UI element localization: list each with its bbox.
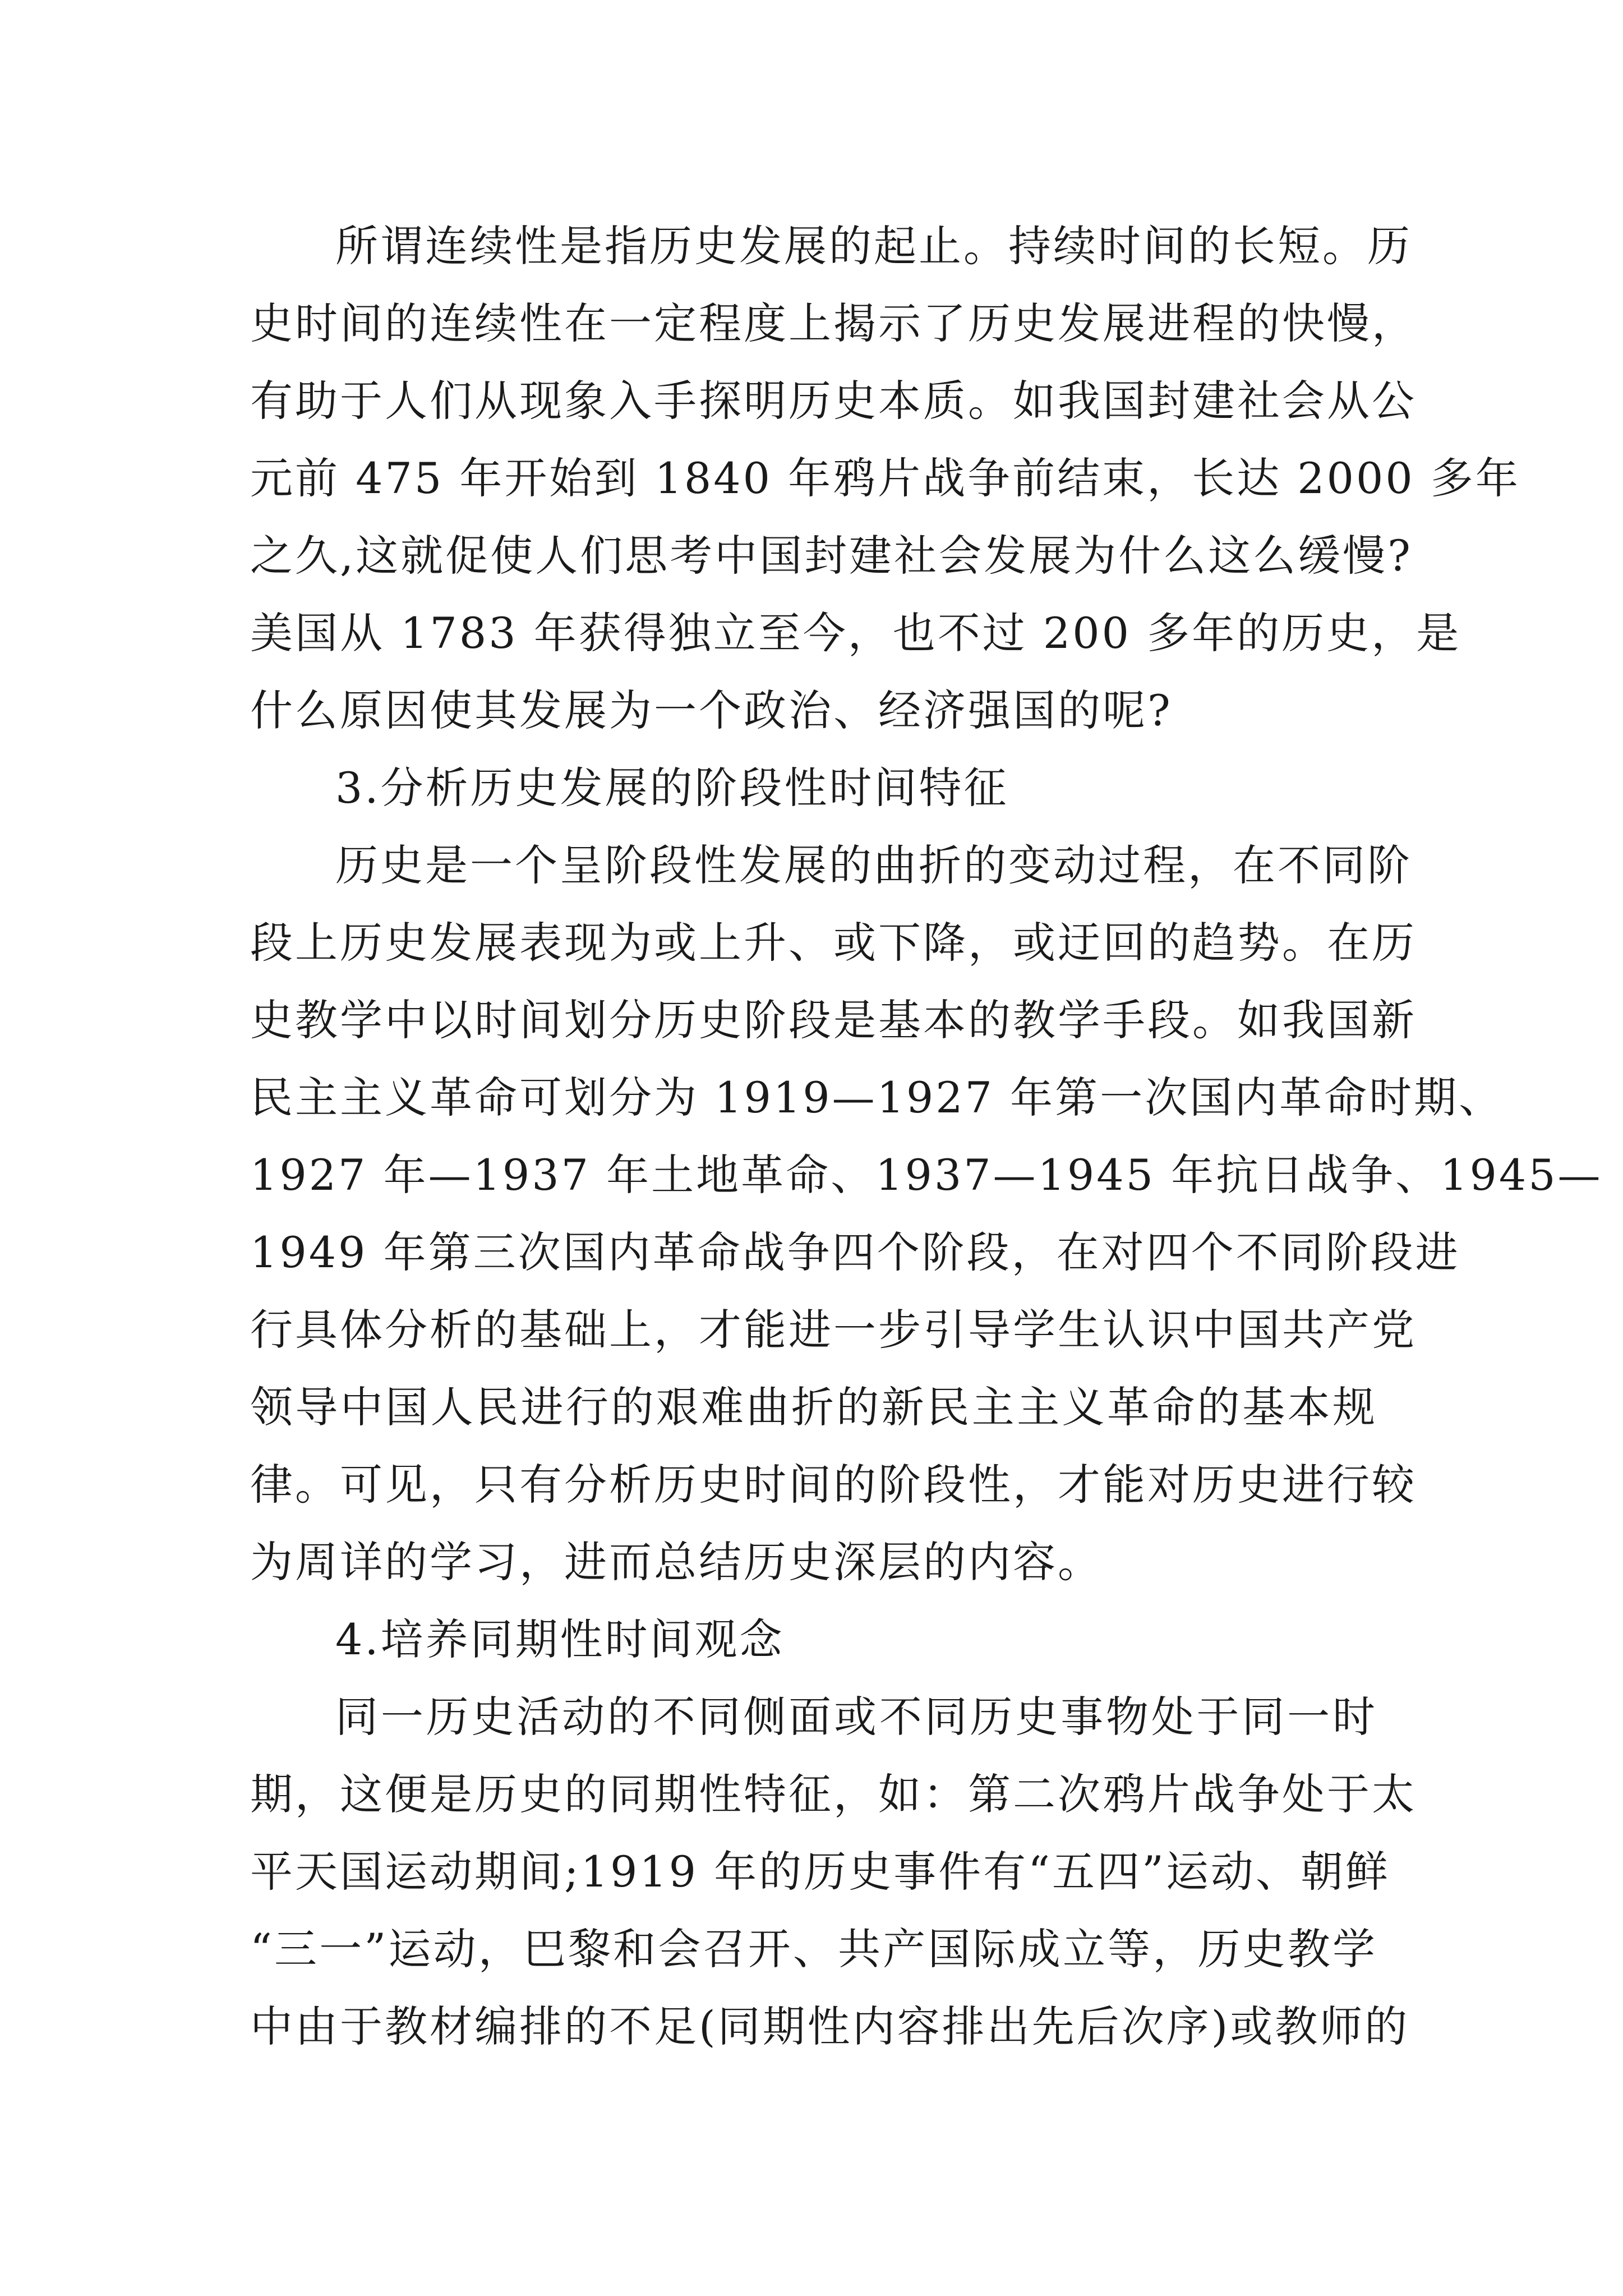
text-line: 中由于教材编排的不足(同期性内容排出先后次序)或教师的	[250, 2001, 1410, 2051]
text-line: 行具体分析的基础上，才能进一步引导学生认识中国共产党	[250, 1305, 1417, 1355]
text-line: 美国从 1783 年获得独立至今，也不过 200 多年的历史，是	[250, 608, 1461, 658]
text-line: 4.培养同期性时间观念	[335, 1614, 785, 1664]
text-line: 有助于人们从现象入手探明历史本质。如我国封建社会从公	[250, 376, 1417, 426]
text-line: 民主主义革命可划分为 1919—1927 年第一次国内革命时期、	[250, 1073, 1504, 1122]
text-line: “三一”运动，巴黎和会召开、共产国际成立等，历史教学	[250, 1924, 1377, 1974]
text-line: 期，这便是历史的同期性特征，如：第二次鸦片战争处于太	[250, 1769, 1417, 1819]
paragraph-stages	[250, 827, 1603, 1601]
text-line: 什么原因使其发展为一个政治、经济强国的呢?	[250, 685, 1173, 735]
paragraph-continuity	[250, 208, 1520, 749]
text-line: 平天国运动期间;1919 年的历史事件有“五四”运动、朝鲜	[250, 1847, 1390, 1897]
text-line: 段上历史发展表现为或上升、或下降，或迂回的趋势。在历	[250, 918, 1417, 968]
text-line: 1927 年—1937 年土地革命、1937—1945 年抗日战争、1945—	[250, 1150, 1603, 1200]
text-line: 3.分析历史发展的阶段性时间特征	[335, 763, 1009, 813]
text-line: 史教学中以时间划分历史阶段是基本的教学手段。如我国新	[250, 995, 1417, 1045]
text-line: 领导中国人民进行的艰难曲折的新民主主义革命的基本规	[250, 1382, 1377, 1432]
text-line: 律。可见，只有分析历史时间的阶段性，才能对历史进行较	[250, 1460, 1417, 1510]
text-line: 1949 年第三次国内革命战争四个阶段，在对四个不同阶段进	[250, 1227, 1460, 1277]
text-line: 元前 475 年开始到 1840 年鸦片战争前结束，长达 2000 多年	[250, 453, 1520, 503]
paragraph-simultaneity	[250, 1678, 1417, 2065]
text-line: 所谓连续性是指历史发展的起止。持续时间的长短。历	[335, 221, 1412, 271]
text-line: 之久,这就促使人们思考中国封建社会发展为什么这么缓慢?	[250, 531, 1413, 581]
text-line: 同一历史活动的不同侧面或不同历史事物处于同一时	[335, 1692, 1377, 1742]
section-heading-4	[250, 1601, 1377, 1678]
text-line: 为周详的学习，进而总结历史深层的内容。	[250, 1537, 1103, 1587]
document-body	[250, 208, 1603, 2065]
text-line: 历史是一个呈阶段性发展的曲折的变动过程，在不同阶	[335, 840, 1412, 890]
text-line: 史时间的连续性在一定程度上揭示了历史发展进程的快慢，	[250, 298, 1417, 348]
section-heading-3	[250, 749, 1377, 827]
